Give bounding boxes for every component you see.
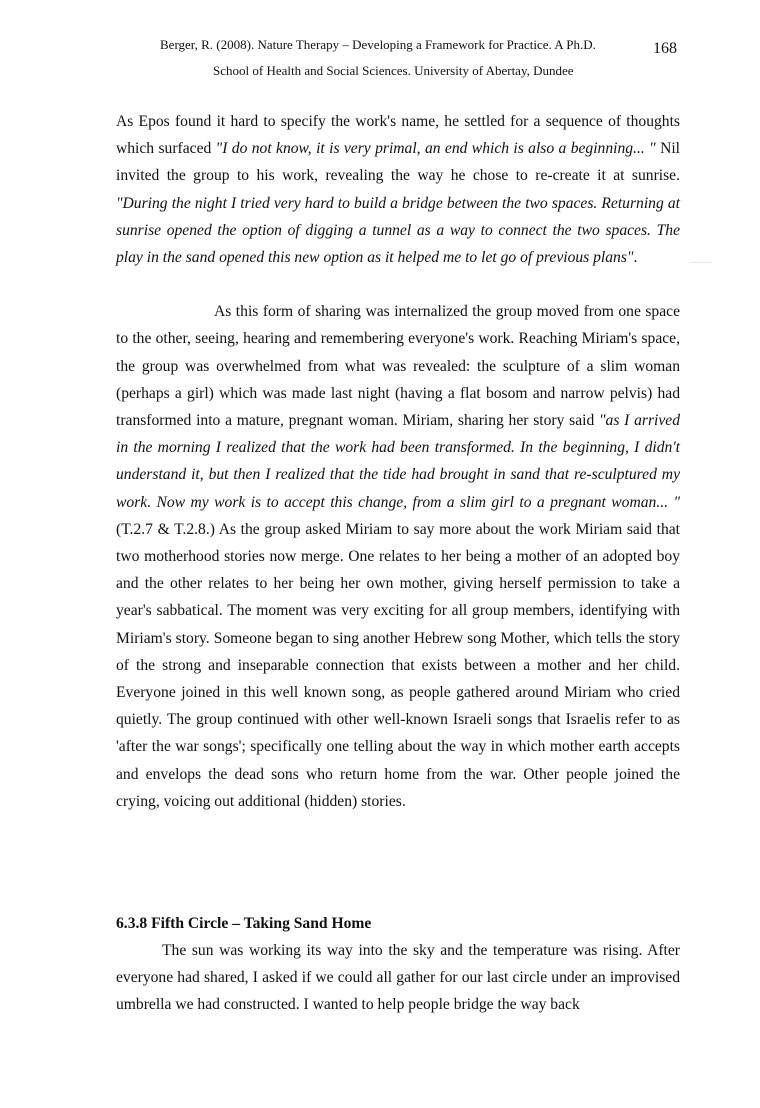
paragraph-fifth-circle: The sun was working its way into the sky and the temperature was rising. After everyone had shared, I asked if we could all gather for our last circle under an improvised umbrella we had constructed. I wanted to help people bridge the way back [116, 942, 680, 1014]
paragraph2-text-a: As this form of sharing was internalized the group moved from one space to the other, seeing, hearing and remembering everyone's work. Reaching Miriam's space, the group was overwhelmed from what was revealed: the sculpture of a slim woman (perhaps a girl) which was made last night (having a flat bosom and narrow pelvis) had transformed into a mature, pregnant woman. Miriam, sharing her story said [116, 303, 680, 430]
scan-mark [690, 262, 712, 263]
paragraph-miriam [116, 298, 680, 815]
paragraph1-quote-nil: "During the night I tried very hard to build a bridge between the two spaces. Returning at sunrise opened the option of digging a tunnel as a way to connect the two spaces. The play in the sand opened this new option as it helped me to let go of previous plans" [116, 194, 680, 267]
section-heading: 6.3.8 Fifth Circle – Taking Sand Home [116, 915, 372, 932]
paragraph-epos-nil [116, 108, 680, 271]
main-text [116, 108, 680, 815]
header-institution: School of Health and Social Sciences. University of Abertay, Dundee [213, 63, 574, 78]
paragraph1-text-a: As Epos found it hard to specify the work's name, he settled for a sequence of thoughts which surfaced [116, 113, 680, 158]
paragraph1-text-b: Nil invited the group to his work, revealing the way he chose to re-create it at sunrise. [116, 140, 681, 185]
page-number: 168 [653, 40, 677, 57]
paragraph2-quote-miriam: "as I arrived in the morning I realized that the work had been transformed. In the beginning, I didn't understand it, but then I realized that the tide had brought in sand that re-sculptured my work. Now my work is to accept this change, from a slim girl to a pregnant woman... " [116, 412, 680, 511]
header-citation: Berger, R. (2008). Nature Therapy – Developing a Framework for Practice. A Ph.D. [160, 37, 596, 52]
paragraph1-text-c: . [633, 249, 638, 267]
section-text [116, 937, 680, 1019]
paragraph1-quote-epos: "I do not know, it is very primal, an end which is also a beginning... " [215, 140, 656, 158]
paragraph2-text-b: (T.2.7 & T.2.8.) As the group asked Miriam to say more about the work Miriam said that two motherhood stories now merge. One relates to her being a mother of an adopted boy and the other relates to her being her own mother, giving herself permission to take a year's sabbatical. The moment was very exciting for all group members, identifying with Miriam's story. Someone began to sing another Hebrew song Mother, which tells the story of the strong and inseparable connection that exists between a mother and her child. Everyone joined in this well known song, as people gathered around Miriam who cried quietly. The group continued with other well-known Israeli songs that Israelis refer to as 'after the war songs'; specifically one telling about the way in which mother earth accepts and envelops the dead sons who return home from the war. Other people joined the crying, voicing out additional (hidden) stories. [116, 520, 680, 810]
